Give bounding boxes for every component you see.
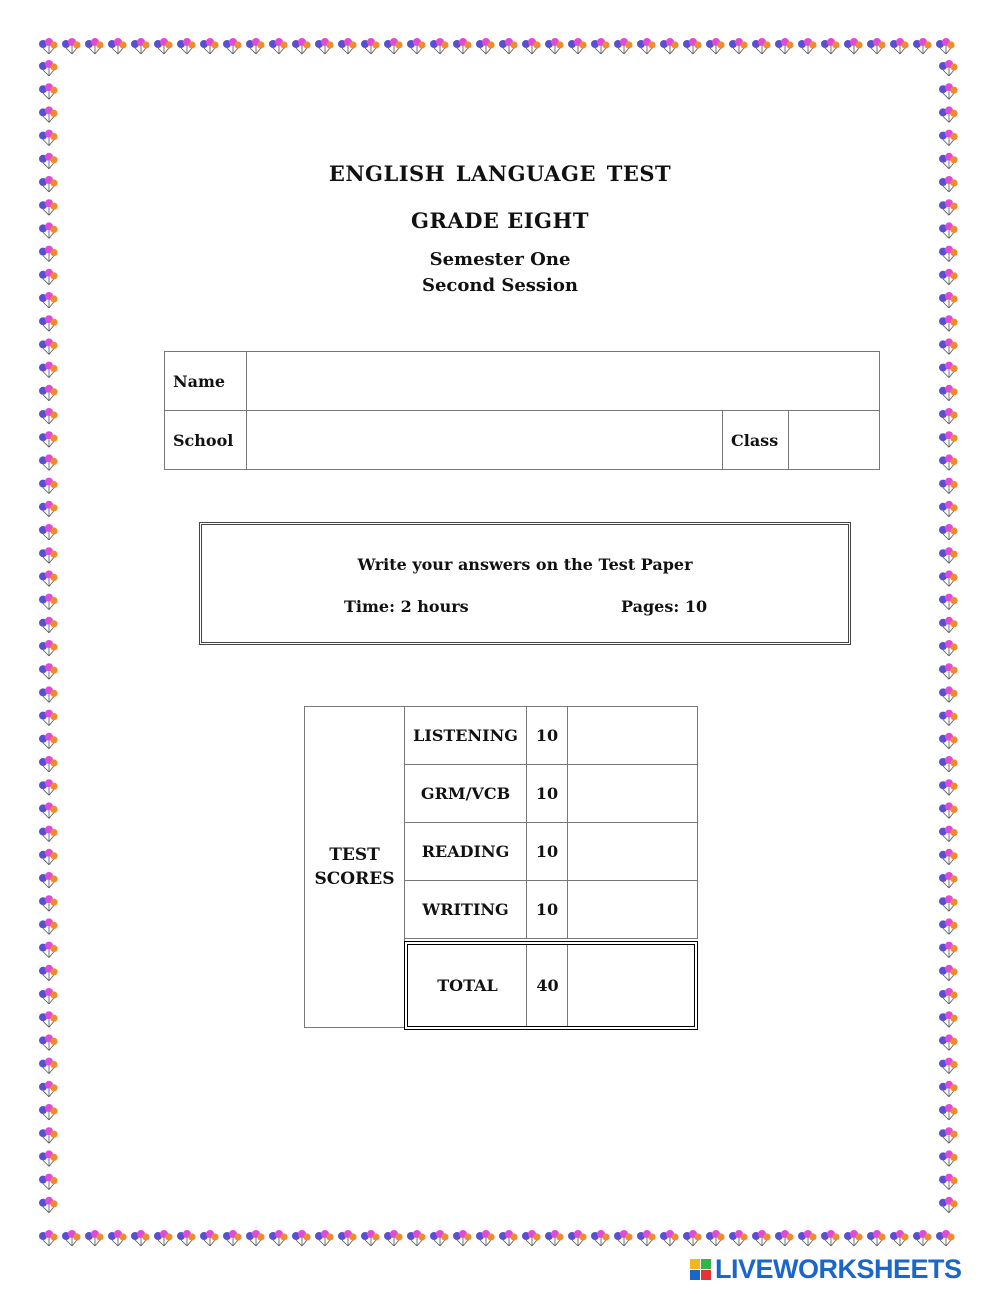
- balloon-icon: [939, 478, 958, 494]
- balloon-icon: [108, 1230, 127, 1246]
- balloon-icon: [154, 38, 173, 54]
- balloon-icon: [939, 431, 958, 447]
- balloon-icon: [39, 60, 58, 76]
- balloon-icon: [39, 686, 58, 702]
- balloon-icon: [591, 1230, 610, 1246]
- score-entry-cell[interactable]: [567, 822, 698, 881]
- balloon-icon: [39, 710, 58, 726]
- balloon-icon: [939, 594, 958, 610]
- balloon-icon: [939, 686, 958, 702]
- balloon-icon: [39, 965, 58, 981]
- balloon-icon: [85, 38, 104, 54]
- balloon-icon: [62, 1230, 81, 1246]
- balloon-icon: [39, 663, 58, 679]
- balloon-icon: [729, 1230, 748, 1246]
- balloon-icon: [62, 38, 81, 54]
- test-scores-label: [304, 706, 405, 1028]
- balloon-icon: [476, 1230, 495, 1246]
- balloon-icon: [39, 431, 58, 447]
- balloon-icon: [939, 640, 958, 656]
- balloon-icon: [430, 38, 449, 54]
- school-field[interactable]: [247, 411, 723, 470]
- balloon-icon: [939, 918, 958, 934]
- balloon-icon: [39, 362, 58, 378]
- balloon-icon: [706, 1230, 725, 1246]
- balloon-icon: [591, 38, 610, 54]
- balloon-icon: [384, 38, 403, 54]
- balloon-icon: [939, 454, 958, 470]
- balloon-icon: [939, 106, 958, 122]
- balloon-icon: [39, 895, 58, 911]
- balloon-icon: [939, 315, 958, 331]
- balloon-icon: [939, 1081, 958, 1097]
- balloon-icon: [729, 38, 748, 54]
- balloon-icon: [223, 1230, 242, 1246]
- balloon-icon: [706, 38, 725, 54]
- balloon-icon: [939, 1058, 958, 1074]
- balloon-icon: [39, 315, 58, 331]
- session-label: Second Session: [421, 275, 578, 296]
- balloon-icon: [936, 38, 955, 54]
- balloon-icon: [39, 1127, 58, 1143]
- balloon-icon: [867, 1230, 886, 1246]
- balloon-icon: [39, 617, 58, 633]
- balloon-icon: [752, 38, 771, 54]
- skill-cell: READING: [404, 822, 527, 881]
- balloon-icon: [131, 1230, 150, 1246]
- balloon-icon: [39, 802, 58, 818]
- balloon-icon: [39, 106, 58, 122]
- balloon-icon: [39, 130, 58, 146]
- balloon-icon: [269, 38, 288, 54]
- balloon-icon: [939, 826, 958, 842]
- balloon-icon: [939, 1174, 958, 1190]
- balloon-icon: [246, 38, 265, 54]
- skill-cell: WRITING: [404, 880, 527, 939]
- balloon-icon: [39, 988, 58, 1004]
- balloon-icon: [39, 83, 58, 99]
- test-scores-label-line1: TEST: [329, 845, 380, 865]
- balloon-icon: [867, 38, 886, 54]
- balloon-icon: [430, 1230, 449, 1246]
- balloon-icon: [939, 385, 958, 401]
- balloon-icon: [683, 38, 702, 54]
- balloon-icon: [407, 1230, 426, 1246]
- balloon-icon: [939, 501, 958, 517]
- balloon-icon: [614, 1230, 633, 1246]
- balloon-icon: [39, 38, 58, 54]
- name-label: Name: [165, 352, 247, 411]
- balloon-icon: [939, 988, 958, 1004]
- grade-heading: GRADE EIGHT: [411, 208, 589, 233]
- balloon-icon: [39, 640, 58, 656]
- balloon-icon: [660, 1230, 679, 1246]
- balloon-icon: [39, 779, 58, 795]
- balloon-icon: [39, 570, 58, 586]
- balloon-icon: [939, 779, 958, 795]
- balloon-icon: [338, 1230, 357, 1246]
- balloon-icon: [315, 1230, 334, 1246]
- balloon-icon: [936, 1230, 955, 1246]
- balloon-icon: [939, 547, 958, 563]
- balloon-icon: [890, 1230, 909, 1246]
- balloon-icon: [568, 38, 587, 54]
- balloon-icon: [821, 38, 840, 54]
- balloon-icon: [384, 1230, 403, 1246]
- balloon-icon: [614, 38, 633, 54]
- balloon-icon: [39, 1011, 58, 1027]
- balloon-icon: [453, 38, 472, 54]
- balloon-icon: [39, 338, 58, 354]
- balloon-icon: [85, 1230, 104, 1246]
- balloon-icon: [200, 38, 219, 54]
- balloon-icon: [939, 617, 958, 633]
- balloon-icon: [939, 756, 958, 772]
- balloon-icon: [939, 408, 958, 424]
- balloon-icon: [637, 38, 656, 54]
- balloon-icon: [453, 1230, 472, 1246]
- balloon-icon: [39, 454, 58, 470]
- school-label: School: [165, 411, 247, 470]
- balloon-icon: [939, 570, 958, 586]
- max-score-cell: 10: [526, 764, 568, 823]
- total-label-cell: TOTAL: [437, 976, 498, 995]
- test-scores-label-line2: SCORES: [314, 869, 395, 889]
- balloon-icon: [939, 1127, 958, 1143]
- balloon-icon: [39, 1150, 58, 1166]
- balloon-icon: [39, 733, 58, 749]
- balloon-icon: [39, 826, 58, 842]
- balloon-icon: [407, 38, 426, 54]
- balloon-icon: [890, 38, 909, 54]
- balloon-icon: [913, 38, 932, 54]
- balloon-icon: [39, 849, 58, 865]
- balloon-icon: [798, 1230, 817, 1246]
- balloon-icon: [269, 1230, 288, 1246]
- balloon-icon: [361, 38, 380, 54]
- balloon-icon: [39, 408, 58, 424]
- balloon-icon: [798, 38, 817, 54]
- balloon-icon: [939, 965, 958, 981]
- balloon-icon: [821, 1230, 840, 1246]
- balloon-icon: [939, 83, 958, 99]
- balloon-icon: [545, 1230, 564, 1246]
- time-label: Time: 2 hours: [344, 597, 469, 616]
- max-score-cell: 10: [526, 706, 568, 765]
- balloon-icon: [499, 38, 518, 54]
- balloon-icon: [39, 942, 58, 958]
- balloon-icon: [177, 1230, 196, 1246]
- balloon-icon: [939, 338, 958, 354]
- balloon-icon: [39, 547, 58, 563]
- total-row: [404, 941, 698, 1030]
- balloon-icon: [844, 1230, 863, 1246]
- balloon-icon: [939, 849, 958, 865]
- instructions-text: Write your answers on the Test Paper: [357, 555, 693, 574]
- balloon-icon: [939, 362, 958, 378]
- balloon-icon: [939, 895, 958, 911]
- watermark-text: LIVEWORKSHEETS: [715, 1254, 962, 1284]
- balloon-icon: [154, 1230, 173, 1246]
- balloon-icon: [39, 872, 58, 888]
- max-score-cell: 10: [526, 822, 568, 881]
- balloon-icon: [939, 130, 958, 146]
- balloon-icon: [939, 1034, 958, 1050]
- balloon-icon: [39, 1174, 58, 1190]
- name-field[interactable]: [247, 352, 880, 411]
- balloon-icon: [522, 38, 541, 54]
- balloon-icon: [775, 38, 794, 54]
- balloon-icon: [568, 1230, 587, 1246]
- skill-cell: GRM/VCB: [404, 764, 527, 823]
- balloon-icon: [939, 1011, 958, 1027]
- balloon-icon: [939, 710, 958, 726]
- balloon-icon: [246, 1230, 265, 1246]
- balloon-icon: [131, 38, 150, 54]
- test-title: ENGLISH LANGUAGE TEST: [328, 161, 672, 186]
- balloon-icon: [292, 38, 311, 54]
- balloon-icon: [39, 501, 58, 517]
- skill-cell: LISTENING: [404, 706, 527, 765]
- balloon-icon: [683, 1230, 702, 1246]
- balloon-icon: [39, 385, 58, 401]
- balloon-icon: [939, 1197, 958, 1213]
- score-entry-cell[interactable]: [567, 880, 698, 939]
- semester-label: Semester One: [429, 249, 571, 270]
- class-label: Class: [723, 411, 789, 470]
- balloon-icon: [939, 1150, 958, 1166]
- balloon-icon: [939, 872, 958, 888]
- balloon-icon: [939, 60, 958, 76]
- total-max-cell: 40: [526, 945, 568, 1026]
- balloon-icon: [39, 1081, 58, 1097]
- instructions-box: [199, 522, 851, 645]
- balloon-icon: [939, 663, 958, 679]
- student-info-table: [164, 351, 880, 470]
- balloon-icon: [338, 38, 357, 54]
- balloon-icon: [108, 38, 127, 54]
- class-field[interactable]: [789, 411, 880, 470]
- balloon-icon: [913, 1230, 932, 1246]
- balloon-icon: [939, 1104, 958, 1120]
- balloon-icon: [292, 1230, 311, 1246]
- balloon-icon: [522, 1230, 541, 1246]
- balloon-icon: [752, 1230, 771, 1246]
- balloon-icon: [223, 38, 242, 54]
- balloon-icon: [939, 524, 958, 540]
- pages-label: Pages: 10: [621, 597, 708, 616]
- balloon-icon: [39, 478, 58, 494]
- liveworksheets-logo-icon: [690, 1259, 711, 1280]
- balloon-icon: [775, 1230, 794, 1246]
- balloon-icon: [39, 918, 58, 934]
- score-entry-cell[interactable]: [567, 706, 698, 765]
- balloon-icon: [39, 1034, 58, 1050]
- balloon-icon: [939, 942, 958, 958]
- test-scores-table: [304, 706, 698, 1032]
- balloon-icon: [39, 524, 58, 540]
- balloon-icon: [39, 1058, 58, 1074]
- balloon-icon: [637, 1230, 656, 1246]
- balloon-icon: [39, 1197, 58, 1213]
- balloon-icon: [476, 38, 495, 54]
- liveworksheets-watermark[interactable]: [690, 1254, 962, 1285]
- balloon-icon: [200, 1230, 219, 1246]
- balloon-icon: [499, 1230, 518, 1246]
- balloon-icon: [844, 38, 863, 54]
- balloon-icon: [361, 1230, 380, 1246]
- balloon-icon: [177, 38, 196, 54]
- balloon-icon: [39, 1104, 58, 1120]
- balloon-icon: [545, 38, 564, 54]
- balloon-icon: [660, 38, 679, 54]
- balloon-icon: [939, 802, 958, 818]
- max-score-cell: 10: [526, 880, 568, 939]
- score-entry-cell[interactable]: [567, 764, 698, 823]
- balloon-icon: [39, 594, 58, 610]
- balloon-icon: [939, 733, 958, 749]
- balloon-icon: [315, 38, 334, 54]
- balloon-icon: [39, 1230, 58, 1246]
- balloon-icon: [39, 756, 58, 772]
